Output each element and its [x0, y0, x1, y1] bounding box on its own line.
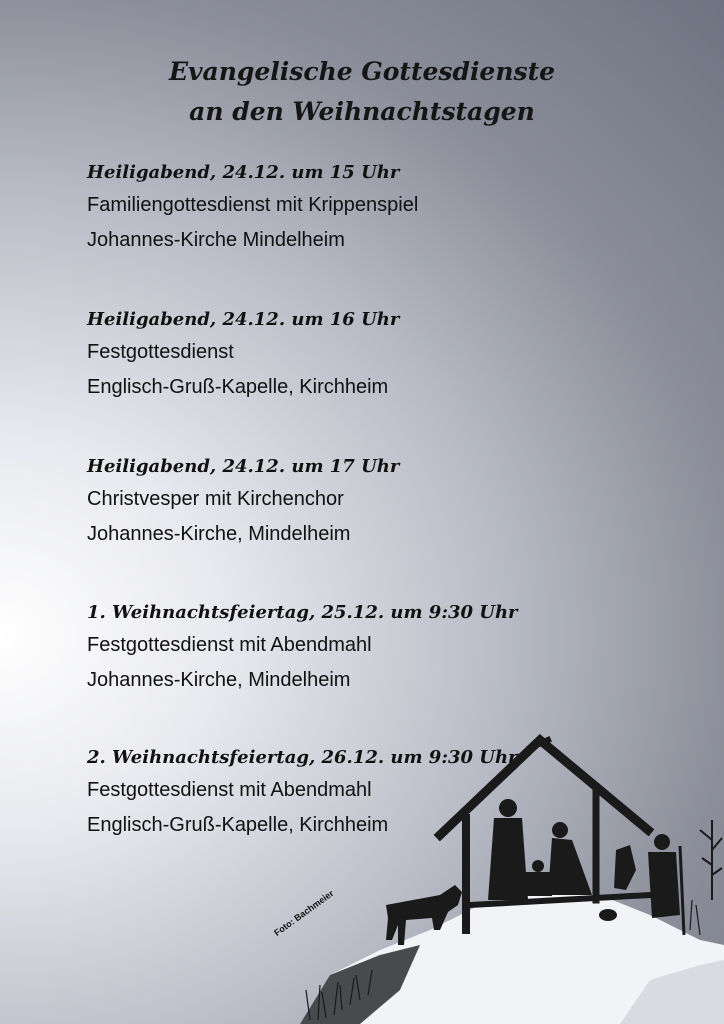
service-location: Johannes-Kirche, Mindelheim [87, 669, 351, 691]
service-heading: 2. Weihnachtsfeiertag, 26.12. um 9:30 Uhr [87, 747, 518, 768]
service-location: Englisch-Gruß-Kapelle, Kirchheim [87, 376, 389, 398]
service-heading: 1. Weihnachtsfeiertag, 25.12. um 9:30 Uhr [87, 602, 518, 623]
service-location: Johannes-Kirche Mindelheim [87, 229, 345, 251]
title-line-1: Evangelische Gottesdienste [168, 57, 556, 86]
service-location: Johannes-Kirche, Mindelheim [87, 523, 351, 545]
service-heading: Heiligabend, 24.12. um 15 Uhr [87, 162, 400, 183]
service-heading: Heiligabend, 24.12. um 16 Uhr [87, 309, 400, 330]
tree [700, 820, 722, 900]
photo-credit: Foto: Bachmeier [272, 888, 336, 938]
service-description: Festgottesdienst mit Abendmahl [87, 634, 372, 656]
service-description: Festgottesdienst mit Abendmahl [87, 779, 372, 801]
service-description: Festgottesdienst [87, 341, 234, 363]
service-description: Familiengottesdienst mit Krippenspiel [87, 194, 419, 216]
service-description: Christvesper mit Kirchenchor [87, 488, 344, 510]
service-location: Englisch-Gruß-Kapelle, Kirchheim [87, 814, 389, 836]
service-heading: Heiligabend, 24.12. um 17 Uhr [87, 456, 400, 477]
title-line-2: an den Weihnachtstagen [189, 97, 535, 126]
stable [440, 740, 650, 930]
